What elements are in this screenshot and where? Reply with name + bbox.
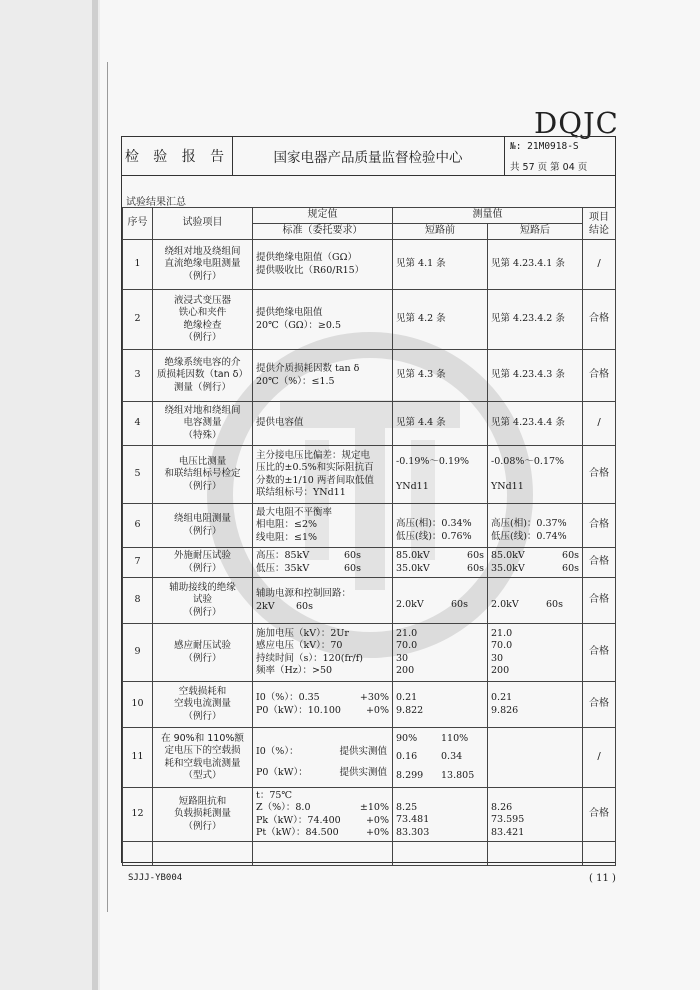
after-value: 83.421 <box>491 826 525 838</box>
after-value: 见第 4.23.4.1 条 <box>491 258 565 270</box>
item-line: 空载电流测量 <box>173 698 231 710</box>
after-value: 见第 4.23.4.2 条 <box>491 313 565 325</box>
item-line: （例行） <box>183 710 222 722</box>
spec-line: 20℃（%）：≤1.5 <box>256 375 335 387</box>
test-item <box>153 548 253 578</box>
empty-cell <box>153 842 253 866</box>
after-value: 见第 4.23.4.3 条 <box>491 369 565 381</box>
header-spec: 规定值 <box>253 208 393 224</box>
spec-tolerance: +0% <box>365 704 389 716</box>
after-line <box>491 563 579 576</box>
before-cell <box>393 548 488 578</box>
spec-line: 辅助电源和控制回路： <box>256 588 352 599</box>
before-cell <box>393 728 488 788</box>
document-code: DQJC <box>534 106 619 140</box>
header-no: 序号 <box>123 208 153 240</box>
after-value: 高压(相)：0.37% <box>491 518 567 529</box>
table-row <box>123 788 616 842</box>
spec-note: 提供实测值 <box>339 746 387 757</box>
before-cell <box>393 240 488 290</box>
spec-line: 提供绝缘电阻值（GΩ） <box>256 252 357 263</box>
after-value: 见第 4.23.4.4 条 <box>491 417 565 429</box>
spec-line: 施加电压（kV）：2Ur <box>256 627 349 639</box>
item-line: 感应耐压试验 <box>173 640 231 651</box>
after-cell <box>488 682 583 728</box>
row-number: 3 <box>123 350 153 402</box>
table-row <box>123 682 616 728</box>
spec-value: 2kV <box>256 600 275 612</box>
conclusion: 合格 <box>583 350 616 402</box>
empty-cell <box>393 842 488 866</box>
before-value: 110% <box>441 732 469 744</box>
spec-duration: 60s <box>344 562 361 574</box>
spec-cell <box>253 548 393 578</box>
before-value: 见第 4.4 条 <box>396 417 446 429</box>
before-line <box>396 550 484 563</box>
row-number: 1 <box>123 240 153 290</box>
spec-line <box>256 767 389 780</box>
spec-cell <box>253 788 393 842</box>
before-duration: 60s <box>451 599 468 611</box>
test-item <box>153 240 253 290</box>
test-item <box>153 290 253 350</box>
after-cell <box>488 578 583 624</box>
item-line: （特殊） <box>183 429 222 441</box>
before-value: 200 <box>396 665 415 676</box>
conclusion: 合格 <box>583 788 616 842</box>
test-item <box>153 446 253 504</box>
row-number: 8 <box>123 578 153 624</box>
after-cell <box>488 350 583 402</box>
before-value: 2.0kV <box>396 599 424 611</box>
before-value: 83.303 <box>396 826 430 838</box>
after-value: 2.0kV <box>491 599 519 611</box>
spec-line <box>256 563 389 576</box>
before-cell <box>393 624 488 682</box>
item-line: （型式） <box>183 770 222 781</box>
after-cell <box>488 402 583 446</box>
spec-line: 提供介质损耗因数 tan δ <box>256 363 360 374</box>
spec-cell <box>253 728 393 788</box>
before-value: 85.0kV <box>396 550 430 561</box>
table-row <box>123 290 616 350</box>
form-code: SJJJ-YB004 <box>128 873 183 883</box>
before-duration: 60s <box>467 550 484 561</box>
row-number: 5 <box>123 446 153 504</box>
table-row <box>123 578 616 624</box>
spec-cell <box>253 402 393 446</box>
after-value: 21.0 <box>491 627 513 639</box>
spec-value: Z（%）：8.0 <box>256 802 311 813</box>
item-line: （例行） <box>183 652 222 664</box>
item-line: 试验 <box>192 594 212 606</box>
report-header <box>122 137 615 176</box>
conclusion: 合格 <box>583 504 616 548</box>
item-line: 液浸式变压器 <box>173 294 231 306</box>
after-value: 200 <box>491 665 510 676</box>
spec-cell <box>253 350 393 402</box>
table-row <box>123 504 616 548</box>
before-line <box>396 751 484 764</box>
empty-cell <box>253 842 393 866</box>
spec-line <box>256 746 389 759</box>
item-line: 绕组电阻测量 <box>173 513 231 524</box>
spec-value: 高压：85kV <box>256 550 310 561</box>
spec-cell <box>253 240 393 290</box>
spec-value: Pk（kW）：74.400 <box>256 814 341 826</box>
binding-edge <box>92 0 98 990</box>
table-row <box>123 842 616 866</box>
test-item <box>153 402 253 446</box>
after-cell <box>488 446 583 504</box>
after-value: 35.0kV <box>491 562 525 574</box>
test-item <box>153 788 253 842</box>
spec-line <box>256 827 389 840</box>
before-cell <box>393 402 488 446</box>
header-after: 短路后 <box>488 224 583 240</box>
before-value: 见第 4.1 条 <box>396 258 446 270</box>
after-value: 0.21 <box>491 692 513 703</box>
before-value: 73.481 <box>396 814 430 826</box>
empty-cell <box>123 842 153 866</box>
item-line: 铁心和夹件 <box>178 307 227 318</box>
table-row <box>123 624 616 682</box>
spec-line <box>256 692 389 705</box>
after-value: 85.0kV <box>491 550 525 561</box>
after-cell <box>488 240 583 290</box>
test-item <box>153 350 253 402</box>
row-number: 6 <box>123 504 153 548</box>
test-item <box>153 728 253 788</box>
item-line: 绝缘检查 <box>183 319 222 331</box>
before-value: 90% <box>396 732 418 744</box>
spec-line: 线电阻：≤1% <box>256 531 318 543</box>
item-line: 辅助接线的绝缘 <box>169 581 236 593</box>
spec-line <box>256 802 389 815</box>
table-row <box>123 728 616 788</box>
spec-line: 最大电阻不平衡率 <box>256 506 333 518</box>
spec-line: 分数的±1/10 两者间取低值 <box>256 474 374 486</box>
item-line: 和联结组标号检定 <box>164 468 241 480</box>
spec-line: 压比的±0.5%和实际阻抗百 <box>256 462 374 473</box>
spec-value: Pt（kW）：84.500 <box>256 827 339 838</box>
after-value: 73.595 <box>491 814 525 826</box>
before-value: 见第 4.2 条 <box>396 313 446 325</box>
table-row <box>123 402 616 446</box>
conclusion: 合格 <box>583 548 616 578</box>
before-value: 见第 4.3 条 <box>396 369 446 381</box>
report-type: 检 验 报 告 <box>122 137 233 175</box>
after-value: -0.08%～0.17% <box>491 456 565 467</box>
spec-duration: 60s <box>344 550 361 561</box>
before-value: 70.0 <box>396 640 418 651</box>
conclusion: 合格 <box>583 446 616 504</box>
before-line <box>396 770 484 783</box>
after-value: 30 <box>491 652 504 664</box>
spec-tolerance: ±10% <box>359 802 389 813</box>
test-item <box>153 504 253 548</box>
item-line: 空载损耗和 <box>178 685 227 697</box>
before-cell <box>393 350 488 402</box>
after-line <box>491 550 579 563</box>
item-line: （例行） <box>183 820 222 832</box>
conclusion: 合格 <box>583 682 616 728</box>
before-line <box>396 733 484 746</box>
after-value: 70.0 <box>491 640 513 651</box>
report-number-box <box>504 137 617 175</box>
before-cell <box>393 578 488 624</box>
test-item <box>153 624 253 682</box>
spec-cell <box>253 504 393 548</box>
spec-line: 感应电压（kV）：70 <box>256 640 343 651</box>
item-line: （例行） <box>183 525 222 537</box>
conclusion: / <box>583 728 616 788</box>
spec-line <box>256 705 389 718</box>
header-measured: 测量值 <box>393 208 583 224</box>
before-value: 0.16 <box>396 751 418 763</box>
before-cell <box>393 788 488 842</box>
after-duration: 60s <box>562 562 579 574</box>
empty-cell <box>488 842 583 866</box>
before-value: 低压(线)：0.76% <box>396 530 472 542</box>
test-item <box>153 578 253 624</box>
spec-line: 提供电容值 <box>256 417 304 429</box>
spec-line: 联结组标号：YNd11 <box>256 487 346 498</box>
results-table <box>122 207 616 866</box>
item-line: （例行） <box>183 480 222 492</box>
item-line: 耗和空载电流测量 <box>164 757 241 769</box>
spec-note: 提供实测值 <box>339 766 387 778</box>
before-cell <box>393 504 488 548</box>
item-line: 绝缘系统电容的介 <box>164 356 241 368</box>
conclusion: 合格 <box>583 578 616 624</box>
table-row <box>123 446 616 504</box>
table-header-row <box>123 208 616 224</box>
after-duration: 60s <box>562 550 579 561</box>
item-line: 测量（例行） <box>173 381 231 393</box>
spec-cell <box>253 578 393 624</box>
section-title: 试验结果汇总 <box>126 197 186 208</box>
after-value: 8.26 <box>491 801 513 813</box>
spec-line <box>256 815 389 828</box>
before-duration: 60s <box>467 562 484 574</box>
after-cell <box>488 788 583 842</box>
row-number: 2 <box>123 290 153 350</box>
spec-line <box>256 550 389 563</box>
spec-line: t：75℃ <box>256 789 293 801</box>
spec-tolerance: +0% <box>365 814 389 826</box>
table-row <box>123 240 616 290</box>
after-cell <box>488 290 583 350</box>
spec-line: 主分接电压比偏差：规定电 <box>256 449 371 461</box>
spec-line: 20℃（GΩ）：≥0.5 <box>256 319 341 331</box>
item-line: 电压比测量 <box>178 455 227 467</box>
after-value: 低压(线)：0.74% <box>491 530 567 542</box>
spec-cell <box>253 682 393 728</box>
header-before: 短路前 <box>393 224 488 240</box>
spec-cell <box>253 290 393 350</box>
before-cell <box>393 290 488 350</box>
spec-tolerance: +0% <box>365 827 389 838</box>
row-number: 9 <box>123 624 153 682</box>
after-cell <box>488 728 583 788</box>
before-value: 8.25 <box>396 801 418 813</box>
before-value: 21.0 <box>396 627 418 639</box>
header-spec-sub: 标准（委托要求） <box>253 224 393 240</box>
item-line: （例行） <box>183 332 222 343</box>
spec-line <box>256 601 389 614</box>
spec-cell <box>253 624 393 682</box>
item-line: 在 90%和 110%额 <box>161 732 244 744</box>
item-line: 绕组对地及绕组间 <box>164 245 241 257</box>
item-line: 质损耗因数（tan δ） <box>157 369 248 381</box>
spec-line: 持续时间（s）：120(fr/f) <box>256 652 363 664</box>
row-number: 11 <box>123 728 153 788</box>
spec-value: 低压：35kV <box>256 562 310 574</box>
spec-value: P0（kW）：10.100 <box>256 704 341 716</box>
header-item: 试验项目 <box>153 208 253 240</box>
conclusion: / <box>583 240 616 290</box>
before-line <box>396 563 484 576</box>
page-count: 共 57 页 第 04 页 <box>510 162 588 173</box>
before-value: 13.805 <box>441 769 475 781</box>
institution-name: 国家电器产品质量监督检验中心 <box>232 137 505 175</box>
row-number: 7 <box>123 548 153 578</box>
header-conclusion: 项目结论 <box>583 208 616 240</box>
page-number: ( 11 ) <box>589 873 616 884</box>
item-line: 电容测量 <box>183 417 222 429</box>
after-cell <box>488 624 583 682</box>
before-cell <box>393 446 488 504</box>
before-value: 35.0kV <box>396 562 430 574</box>
row-number: 12 <box>123 788 153 842</box>
row-number: 10 <box>123 682 153 728</box>
item-line: （例行） <box>183 606 222 618</box>
item-line: 短路阻抗和 <box>178 795 227 807</box>
report-frame <box>121 136 616 863</box>
spec-line: 相电阻：≤2% <box>256 519 318 531</box>
before-value: -0.19%～0.19% <box>396 456 470 467</box>
item-line: （例行） <box>183 270 222 282</box>
before-value: 30 <box>396 652 409 664</box>
table-row <box>123 548 616 578</box>
item-line: 定电压下的空载损 <box>164 745 241 756</box>
after-value: YNd11 <box>491 480 524 492</box>
item-line: （例行） <box>183 562 222 574</box>
table-row <box>123 350 616 402</box>
before-value: 9.822 <box>396 704 424 716</box>
spec-line: 频率（Hz）：>50 <box>256 665 333 676</box>
item-line: 直流绝缘电阻测量 <box>164 258 241 270</box>
before-value: 8.299 <box>396 769 424 781</box>
spec-cell <box>253 446 393 504</box>
report-number: №: 21M0918-S <box>510 141 579 152</box>
item-line: 绕组对地和绕组间 <box>164 404 241 416</box>
spec-line: 提供吸收比（R60/R15） <box>256 264 365 276</box>
after-value: 9.826 <box>491 704 519 716</box>
spec-line: 提供绝缘电阻值 <box>256 307 323 318</box>
empty-cell <box>583 842 616 866</box>
item-line: 外施耐压试验 <box>173 550 231 561</box>
item-line: 负载损耗测量 <box>173 808 231 820</box>
before-value: YNd11 <box>396 480 429 492</box>
conclusion: 合格 <box>583 290 616 350</box>
conclusion: 合格 <box>583 624 616 682</box>
after-duration: 60s <box>546 599 563 611</box>
before-value: 0.21 <box>396 692 418 703</box>
after-cell <box>488 548 583 578</box>
conclusion: / <box>583 402 616 446</box>
spec-value: I0（%）：0.35 <box>256 692 320 703</box>
test-item <box>153 682 253 728</box>
after-cell <box>488 504 583 548</box>
spec-tolerance: +30% <box>359 692 389 703</box>
before-line <box>396 599 484 612</box>
spec-value: P0（kW）： <box>256 766 308 778</box>
before-cell <box>393 682 488 728</box>
spec-duration: 60s <box>296 600 313 612</box>
binding-line <box>107 62 108 912</box>
before-value: 高压(相)：0.34% <box>396 518 472 529</box>
after-line <box>491 599 579 612</box>
before-value: 0.34 <box>441 751 463 763</box>
row-number: 4 <box>123 402 153 446</box>
spec-value: I0（%）： <box>256 746 299 757</box>
